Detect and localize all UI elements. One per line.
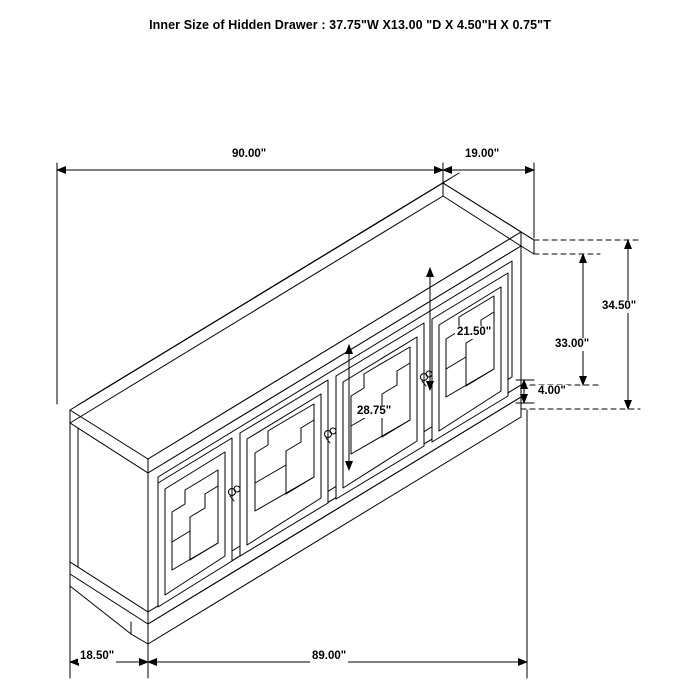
dimension-label-base-height: 4.00" [538,385,566,397]
dimension-label-width-top: 90.00" [232,148,267,160]
page-title: Inner Size of Hidden Drawer : 37.75"W X13.00 "D X 4.50"H X 0.75"T [149,18,551,32]
dimension-label-body-height: 33.00" [555,338,590,350]
dimension-label-side-depth-bottom: 18.50" [80,650,115,662]
dimension-label-door-height-center: 28.75" [357,405,392,417]
dimension-label-front-width-bottom: 89.00" [312,650,347,662]
dimension-label-depth-top: 19.00" [465,148,500,160]
extension-lines-right [521,240,640,409]
dimension-label-overall-height: 34.50" [602,300,637,312]
dimension-label-door-height-right: 21.50" [457,326,492,338]
